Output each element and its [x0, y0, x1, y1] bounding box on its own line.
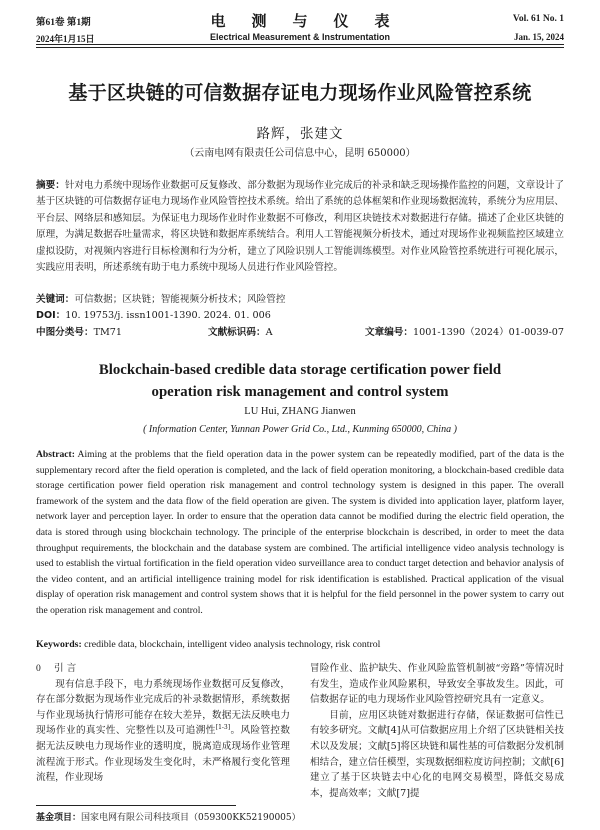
intro-paragraph-1-cont: 冒险作业、监护缺失、作业风险监管机制被“旁路”等情况时有发生，造成作业风险累积，导致安全事故发生。因此，可信数据存证的电力现场作业风险管控研究具有一定意义。 — [310, 663, 564, 706]
document-code — [208, 324, 273, 338]
header-rule-thin — [36, 47, 564, 48]
keywords-cn-text: 可信数据；区块链；智能视频分析技术；风险管控 — [74, 294, 286, 305]
doi-label: DOI： — [36, 310, 66, 321]
section-heading — [36, 661, 290, 677]
keywords-en — [36, 637, 564, 653]
classification-row — [36, 324, 564, 340]
doi — [36, 308, 564, 324]
paper-title-en-line2: operation risk management and control system — [151, 384, 449, 400]
authors-cn: 路辉，张建文 — [256, 126, 344, 142]
body-column-left — [36, 661, 290, 786]
citation: [1-3] — [215, 724, 231, 732]
section-number: 0 — [36, 663, 41, 674]
header-rule-thick — [36, 44, 564, 45]
body-column-right — [310, 661, 564, 801]
funding-footnote — [36, 810, 301, 823]
footnote-rule — [36, 805, 236, 806]
keywords-en-text: credible data, blockchain, intelligent video analysis technology, risk control — [81, 639, 381, 650]
keywords-cn-label: 关键词： — [36, 294, 75, 305]
affiliation-cn: （云南电网有限责任公司信息中心，昆明 650000） — [184, 148, 416, 159]
authors-en: LU Hui, ZHANG Jianwen — [244, 406, 356, 417]
intro-paragraph-2: 目前，应用区块链对数据进行存储，保证数据可信性已有较多研究。文献[4]从可信数据应用上介绍了区块链相关技术以及发展；文献[5]将区块链和属性基的可信数据分发机制相结合，建立信任模型，实现数据细粒度访问控制；文献[6]建立了基于区块链去中心化的电网交易模型，降低交易成本，提高效率；文献[7]提 — [310, 709, 564, 799]
abstract-cn-label: 摘要： — [36, 180, 65, 191]
keywords-en-label: Keywords: — [36, 639, 82, 650]
intro-paragraph-1 — [36, 677, 290, 786]
funding-text: 国家电网有限公司科技项目（059300KK52190005） — [81, 813, 301, 823]
paper-title-en-line1: Blockchain-based credible data storage certification power field — [98, 362, 502, 378]
paper-title-en — [0, 359, 600, 403]
date-cn: 2024年1月15日 — [36, 34, 95, 44]
clc-number — [36, 324, 122, 338]
volume-cn: 第61卷 第1期 — [36, 18, 91, 28]
doi-text: 10. 19753/j. issn1001-1390. 2024. 01. 006 — [65, 310, 271, 321]
volume-en: Vol. 61 No. 1 — [512, 14, 564, 24]
clc-label: 中图分类号： — [36, 327, 94, 338]
article-value: 1001-1390（2024）01-0039-07 — [413, 327, 564, 338]
funding-label: 基金项目： — [36, 813, 82, 823]
journal-name-cn: 电测与仪表 — [210, 12, 416, 30]
article-label: 文章编号： — [365, 327, 413, 338]
date-en: Jan. 15, 2024 — [513, 32, 564, 42]
affiliation-en: ( Information Center, Yunnan Power Grid Co., Ltd., Kunming 650000, China ) — [143, 424, 457, 435]
article-number — [365, 324, 564, 338]
abstract-en-label: Abstract: — [36, 449, 75, 460]
doc-label: 文献标识码： — [208, 327, 266, 338]
journal-name-en: Electrical Measurement & Instrumentation — [209, 32, 391, 42]
intro-p1-text-a: 现有信息手段下，电力系统现场作业数据可反复修改，存在部分数据为现场作业完成后的补录数据情形，系统数据与作业现场执行情形可能存在较大差异，数据无法反映电力现场作业的真实性、完整性以及可追溯性 — [36, 678, 290, 737]
keywords-cn — [36, 292, 564, 308]
abstract-en-text: Aiming at the problems that the field operation data in the power system can be repeatedly modified, part of the data is the supplementary record after the field operation is completed, and the lack of field operation monitoring, a blockchain-based credible data storage certification power field operation risk management and control technology system is designed in this paper. The overall framework of the system and the data flow of the field operation are given. The system is divided into application layer, platform layer, network layer and perception layer. In order to ensure that the operation data cannot be modified during the electric field operation, the data is stored through using blockchain technology. The principle of the enterprise blockchain is described, in order to meet the data throughput requirements, the blockchain and the database system are combined. The artificial intelligence video analysis technology is used to establish the virtual fortification in the field operation video surveillance area to conduct target detection and behavior analysis of the video content, and an artificial intelligence training model for risk identification is established. Practical application of the visual display of operation risk management and control system shows that it is helpful for the field personnel in the power system to carry out the operation risk management and control. — [36, 449, 564, 616]
abstract-en — [36, 447, 564, 619]
abstract-cn — [36, 178, 564, 276]
paper-title-cn: 基于区块链的可信数据存证电力现场作业风险管控系统 — [68, 82, 532, 104]
section-title: 引 言 — [54, 663, 77, 674]
journal-header — [0, 0, 600, 48]
doc-value: A — [265, 327, 273, 338]
intro-p1-text-b: 。风险管控数据无法反映电力现场作业的透明度，脱离造成现场作业管理流程流于形式。作业现场发生变化时，未严格履行变化管理流程，作业现场 — [36, 725, 291, 784]
abstract-cn-text: 针对电力系统中现场作业数据可反复修改、部分数据为现场作业完成后的补录和缺乏现场操作监控的问题，文章设计了基于区块链的可信数据存证电力现场作业风险管控技术系统。给出了系统的总体框架和作业现场数据流转，系统分为应用层、平台层、网络层和感知层。为保证电力现场作业时作业数据不可修改，利用区块链技术对数据进行存储。描述了企业区块链的原理，为满足数据吞吐量需求，将区块链和数据库系统结合。利用人工智能视频分析技术，通过对现场作业视频监控区域建立虚拟设防，对视频内容进行目标检测和行为分析，建立了风险识别人工智能训练模型。对作业风险管控系统进行可视化展示，实践应用表明，所述系统有助于电力系统中现场人员进行作业风险管控。 — [36, 180, 565, 274]
clc-value: TM71 — [93, 327, 122, 338]
